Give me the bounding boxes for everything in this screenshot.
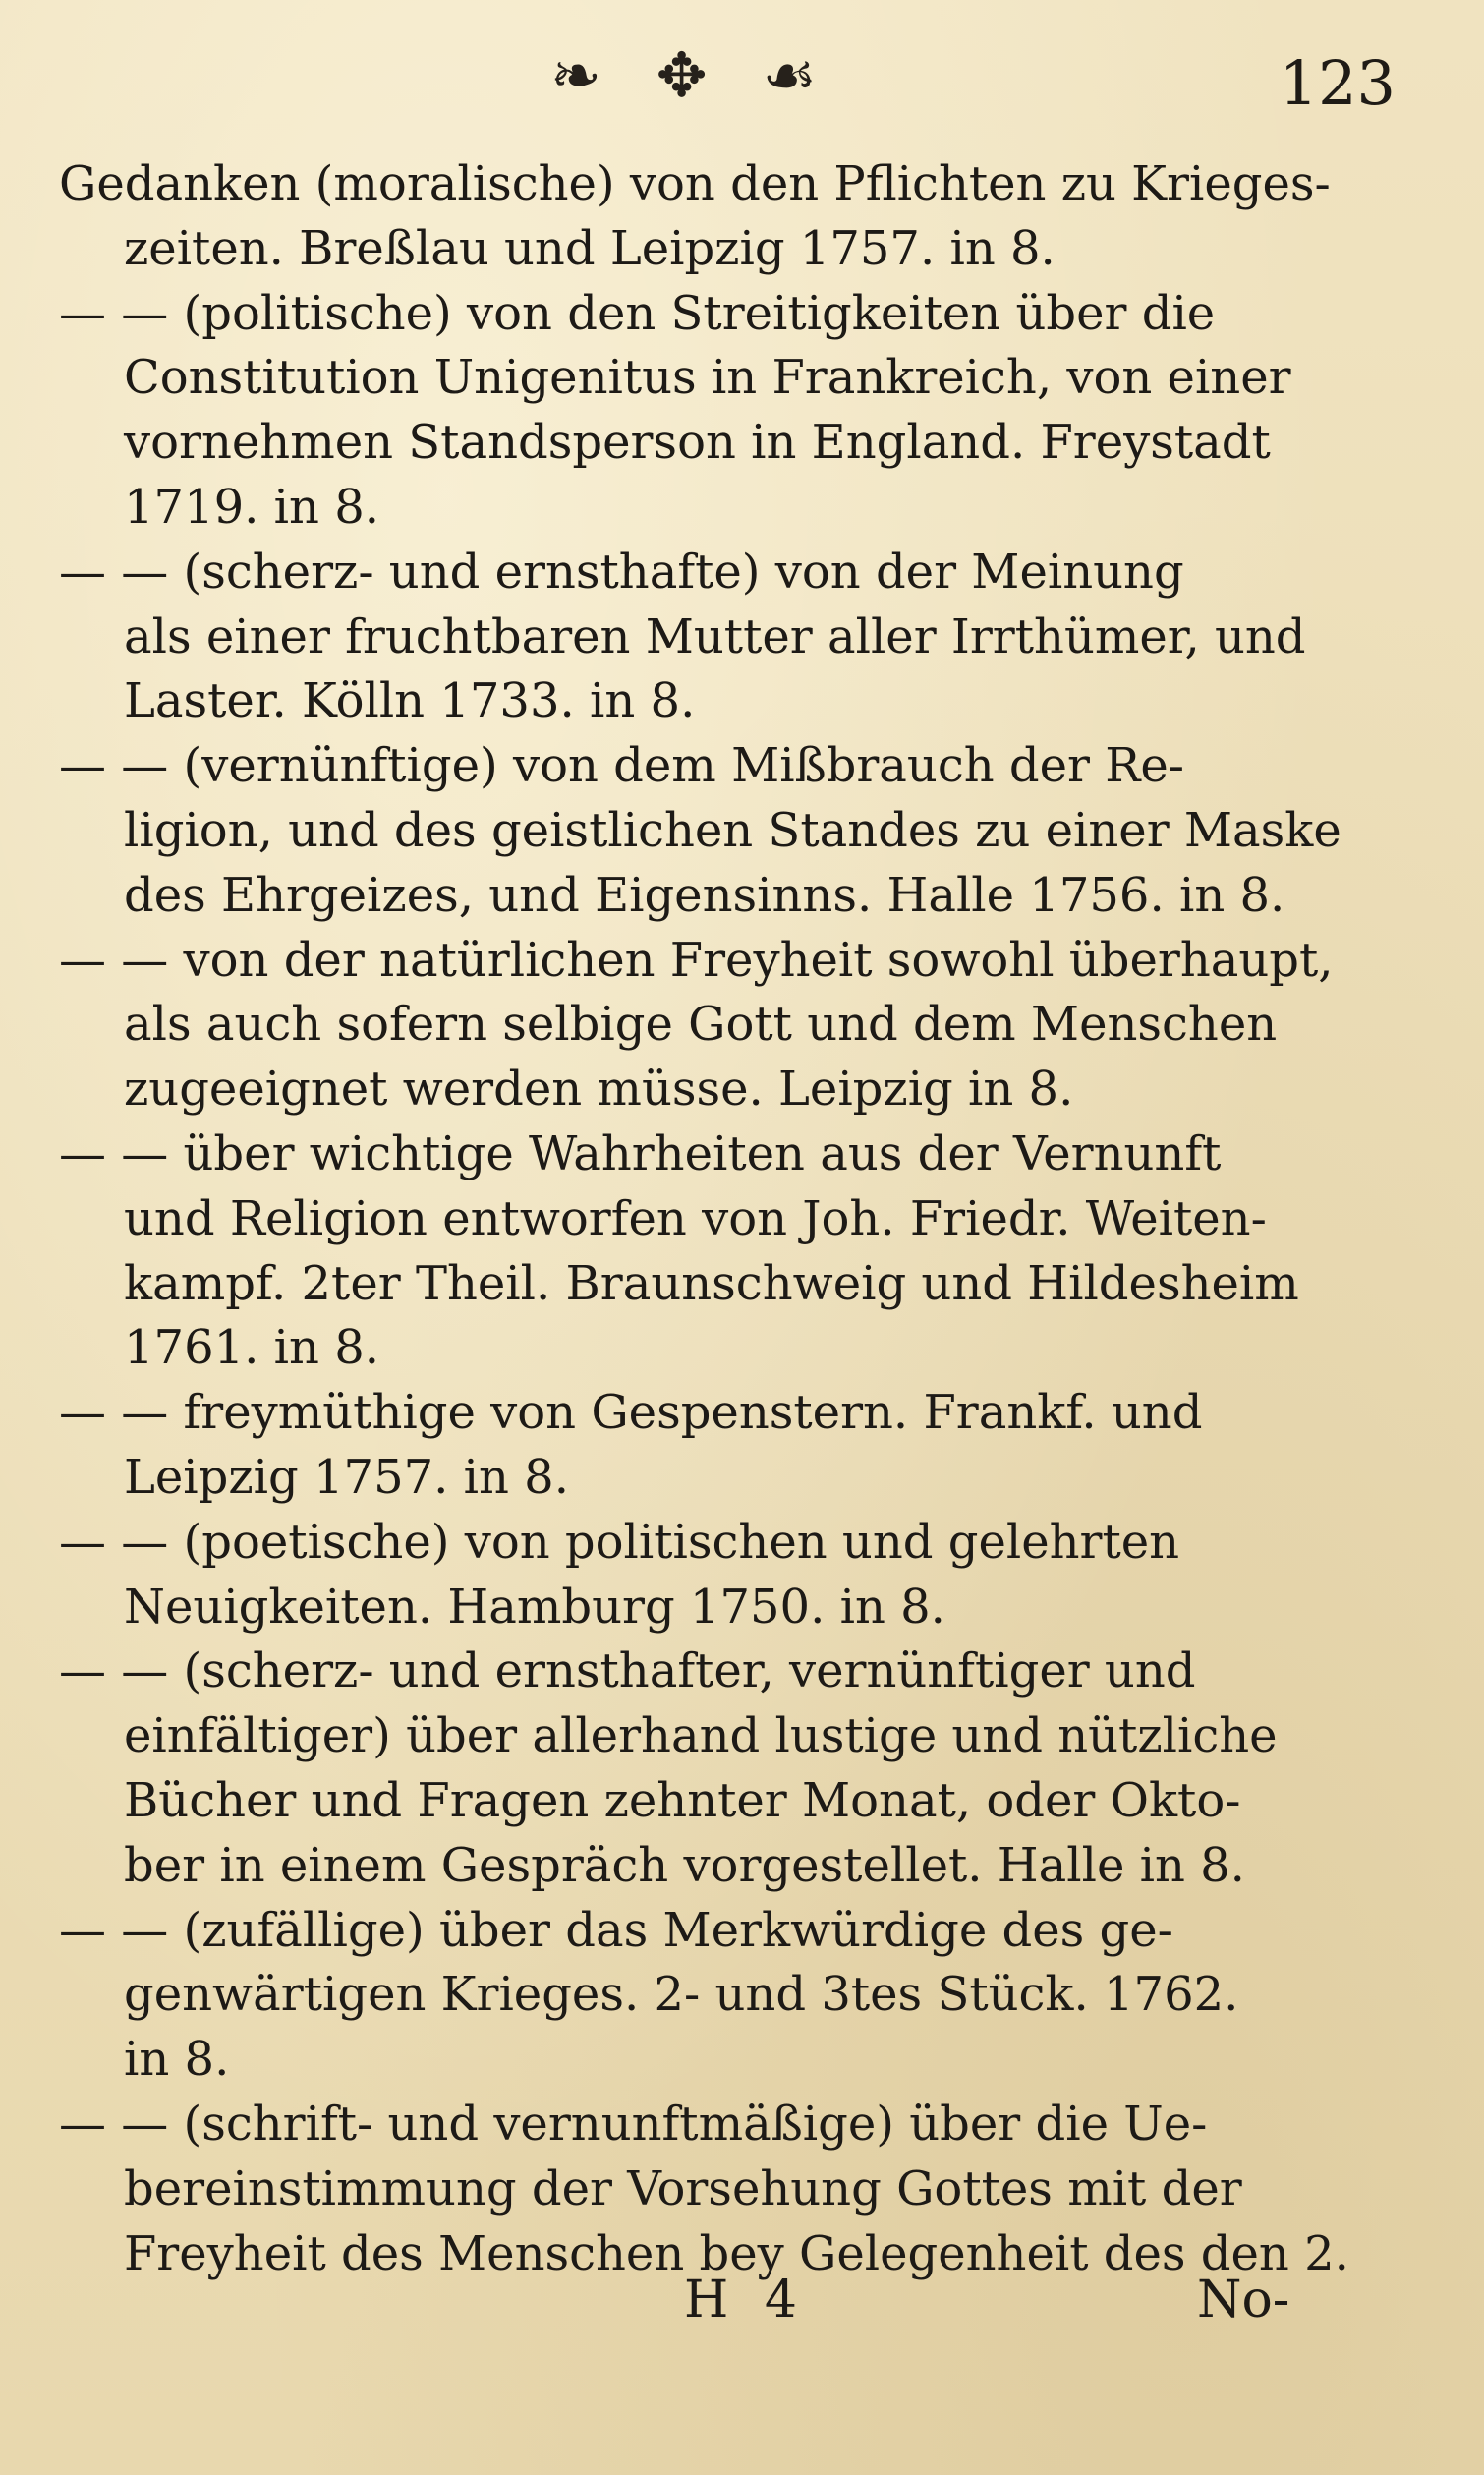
text-line: Laster. Kölln 1733. in 8. [124,673,696,729]
text-line: 1761. in 8. [124,1320,379,1376]
text-line: als auch sofern selbige Gott und dem Menschen [124,997,1278,1053]
text-line: und Religion entworfen von Joh. Friedr. Weiten- [124,1190,1267,1246]
text-line: — — von der natürlichen Freyheit sowohl überhaupt, [59,932,1334,988]
text-line: Bücher und Fragen zehnter Monat, oder Okto- [124,1772,1241,1828]
text-line: — — (poetische) von politischen und gelehrten [59,1514,1180,1570]
page-number: 123 [1279,47,1396,119]
text-line: — — (zufällige) über das Merkwürdige des ge- [59,1902,1173,1958]
text-line: als einer fruchtbaren Mutter aller Irrthümer, und [124,608,1306,664]
text-line: — — freymüthige von Gespenstern. Frankf. und [59,1385,1203,1441]
text-line: in 8. [124,2032,230,2088]
text-line: Neuigkeiten. Hamburg 1750. in 8. [124,1579,945,1635]
text-line: — — (scherz- und ernsthafter, vernünftiger und [59,1643,1196,1699]
catalog-text [59,152,1396,2286]
text-line: vornehmen Standsperson in England. Freystadt [124,415,1271,471]
signature-mark: H 4 [684,2271,807,2330]
text-line: ber in einem Gespräch vorgestellet. Halle in 8. [124,1837,1245,1893]
text-line: — — (vernünftige) von dem Mißbrauch der Re- [59,738,1184,794]
text-line: zugeeignet werden müsse. Leipzig in 8. [124,1062,1074,1118]
header-ornament: ❧ ✥ ☙ [550,39,834,111]
text-line: Gedanken (moralische) von den Pflichten zu Krieges- [59,156,1331,211]
text-line: Constitution Unigenitus in Frankreich, von einer [124,350,1291,406]
text-line: einfältiger) über allerhand lustige und nützliche [124,1708,1278,1764]
text-line: — — über wichtige Wahrheiten aus der Vernunft [59,1125,1222,1181]
catchword: No- [1197,2271,1290,2330]
text-line: genwärtigen Krieges. 2- und 3tes Stück. 1762. [124,1967,1239,2023]
text-line: bereinstimmung der Vorsehung Gottes mit der [124,2160,1242,2216]
page-footer [0,2261,1484,2349]
text-line: Leipzig 1757. in 8. [124,1449,569,1505]
text-line: 1719. in 8. [124,479,379,535]
text-line: — — (politische) von den Streitigkeiten über die [59,285,1216,341]
text-line: — — (schrift- und vernunftmäßige) über die Ue- [59,2096,1208,2152]
text-line: Freyheit des Menschen bey Gelegenheit des den 2. [124,2225,1349,2281]
text-line: zeiten. Breßlau und Leipzig 1757. in 8. [124,220,1056,276]
text-line: — — (scherz- und ernsthafte) von der Meinung [59,544,1184,600]
text-line: des Ehrgeizes, und Eigensinns. Halle 1756. in 8. [124,867,1285,923]
text-line: kampf. 2ter Theil. Braunschweig und Hildesheim [124,1255,1299,1311]
page-header [0,29,1484,147]
text-line: ligion, und des geistlichen Standes zu einer Maske [124,802,1341,858]
